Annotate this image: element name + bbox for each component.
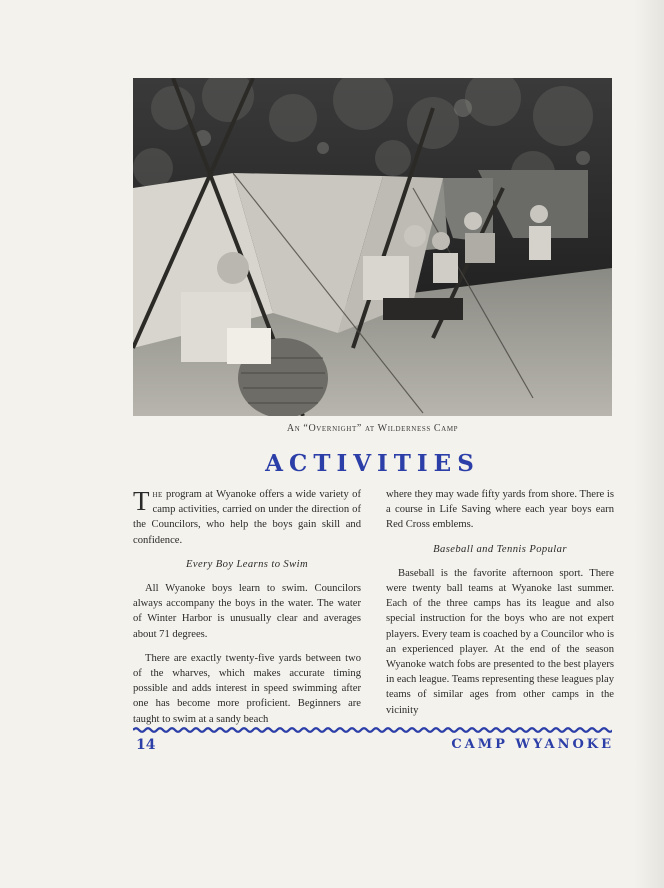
baseball-subheading: Baseball and Tennis Popular	[433, 543, 567, 555]
page-edge-shadow	[634, 0, 664, 888]
camp-photo	[133, 78, 612, 416]
swim-paragraph-2: There are exactly twenty-five yards between two of the wharves, which makes accurate timing possible and adds interest in speed swimming after one has become more proficient. Beginners are taught to swim at a sandy beach	[133, 652, 361, 725]
swim-paragraph-continued: where they may wade fifty yards from shore. There is a course in Life Saving where each year boys earn Red Cross emblems.	[386, 489, 614, 531]
drop-cap: T	[133, 486, 150, 516]
page-title: ACTIVITIES	[265, 450, 480, 477]
photo-caption: An “Overnight” at Wilderness Camp	[286, 423, 459, 434]
intro-smallcaps: he	[152, 489, 163, 500]
page-number: 14	[136, 737, 156, 753]
right-column	[386, 487, 614, 727]
camp-photo-illustration	[133, 78, 612, 416]
left-column	[133, 487, 361, 736]
intro-paragraph	[133, 487, 361, 548]
swim-subheading: Every Boy Learns to Swim	[186, 558, 308, 570]
intro-text: program at Wyanoke offers a wide variety of camp activities, carried on under the direction of the Councilors, who help the boys gain skill and confidence.	[133, 489, 361, 546]
footer-camp-name: CAMP WYANOKE	[451, 737, 614, 752]
wavy-divider	[133, 726, 612, 734]
swim-paragraph-1: All Wyanoke boys learn to swim. Councilors always accompany the boys in the water. The water of Winter Harbor is unusually clear and averages about 71 degrees.	[133, 583, 361, 640]
baseball-paragraph: Baseball is the favorite afternoon sport. There were twenty ball teams at Wyanoke last summer. Each of the three camps has its league and also special instruction for the boys who are not expert players. Every team is coached by a Councilor who is an experienced player. At the end of the season Wyanoke watch fobs are presented to the best players in each league. Teams representing these leagues play teams of similar ages from other camps in the vicinity	[386, 567, 614, 716]
